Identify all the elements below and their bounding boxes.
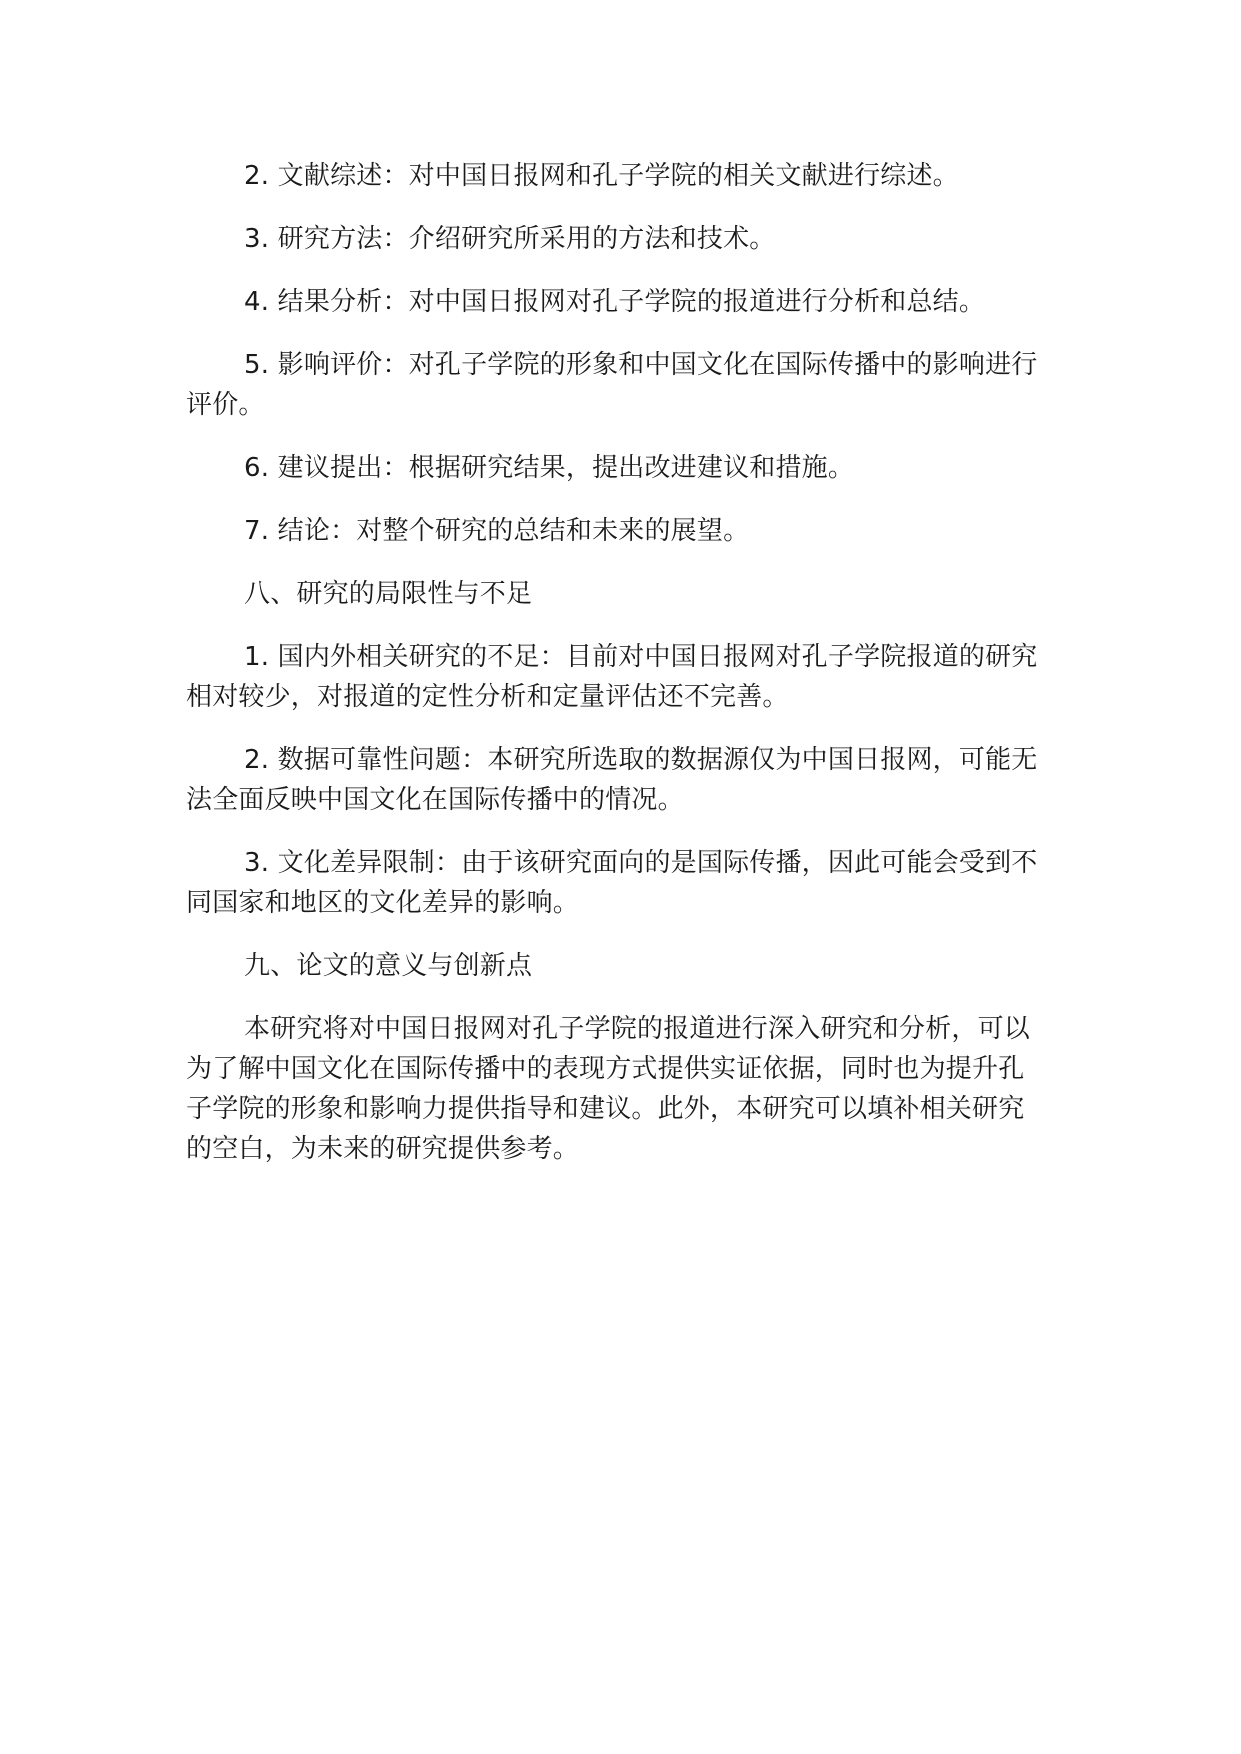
paragraph-conclusion: 7. 结论：对整个研究的总结和未来的展望。 [244,516,750,546]
document-body [186,156,1042,1192]
paragraph-limitation-culture: 3. 文化差异限制：由于该研究面向的是国际传播，因此可能会受到不同国家和地区的文化差异的影响。 [186,848,1038,918]
paragraph-result-analysis: 4. 结果分析：对中国日报网对孔子学院的报道进行分析和总结。 [244,287,986,317]
paragraph-literature-review: 2. 文献综述：对中国日报网和孔子学院的相关文献进行综述。 [244,161,959,191]
paragraph-impact-evaluation: 5. 影响评价：对孔子学院的形象和中国文化在国际传播中的影响进行评价。 [186,350,1038,420]
paragraph-significance: 本研究将对中国日报网对孔子学院的报道进行深入研究和分析，可以为了解中国文化在国际传播中的表现方式提供实证依据，同时也为提升孔子学院的形象和影响力提供指导和建议。此外，本研究可以填补相关研究的空白，为未来的研究提供参考。 [186,1014,1031,1164]
paragraph-recommendations: 6. 建议提出：根据研究结果，提出改进建议和措施。 [244,453,855,483]
paragraph-research-methods: 3. 研究方法：介绍研究所采用的方法和技术。 [244,224,776,254]
section-heading-limitations: 八、研究的局限性与不足 [244,579,533,609]
paragraph-limitation-data: 2. 数据可靠性问题：本研究所选取的数据源仅为中国日报网，可能无法全面反映中国文化在国际传播中的情况。 [186,745,1038,815]
section-heading-significance: 九、论文的意义与创新点 [244,951,533,981]
paragraph-limitation-research: 1. 国内外相关研究的不足：目前对中国日报网对孔子学院报道的研究相对较少，对报道的定性分析和定量评估还不完善。 [186,642,1038,712]
